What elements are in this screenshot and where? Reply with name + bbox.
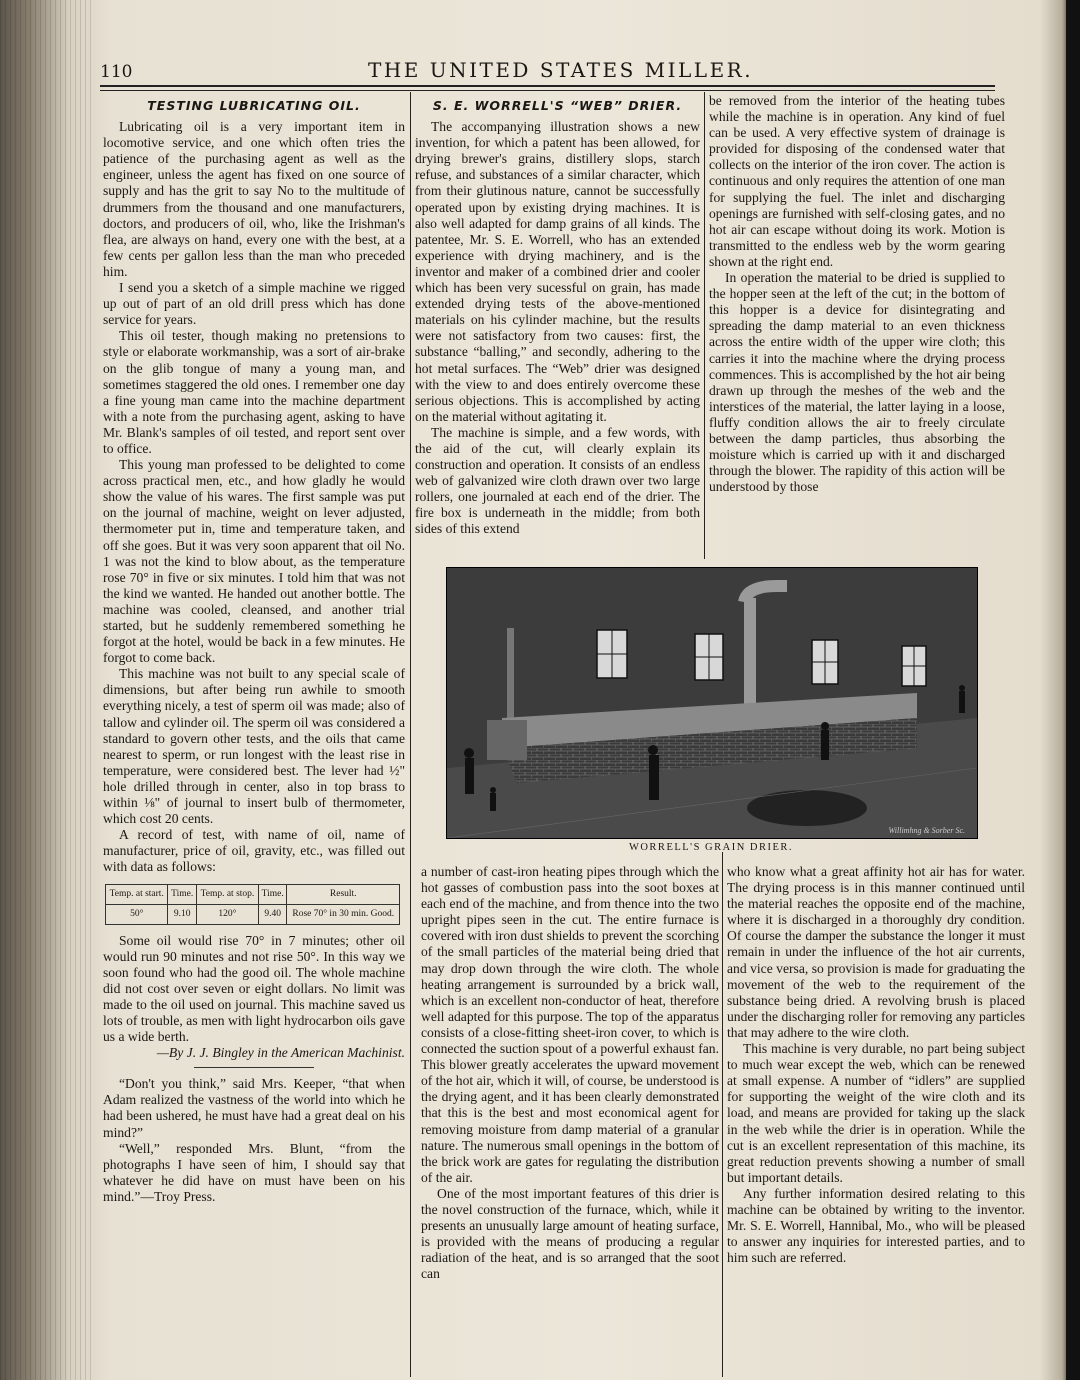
paragraph: who know what a great affinity hot air has for water. The drying process is in this manner continued until the material reaches the opposite end of the machine, where it is discharged in a thoroughly dry condition. Of course the damper the substance the longer it must remain in under the influence of the hot air currents, and vice versa, so provision is made for graduating the movement of the web to the requirement of the substance being dried. A revolving brush is placed under the discharging roller for removing any particles that may adhere to the wire cloth.: [727, 864, 1025, 1040]
engraver-signature: Willimhng & Sorber Sc.: [888, 826, 965, 835]
table-row: [106, 904, 400, 924]
page-header: [100, 58, 1000, 84]
article-drier-part1: [415, 96, 700, 538]
paragraph: This young man professed to be delighted to come across practical men, etc., and how gladly he would show the value of his wares. The first sample was put on the journal of machine, weight on lever adjusted, thermometer put in, time and temperature taken, and off she goes. But it was very soon apparent that oil No. 1 was not the kind to blow about, as the temperature rose 70° in five or six minutes. I told him that was not the kind we wanted. He handed out another bottle. The machine was cooled, cleansed, and another trial started, but he suddenly remembered something he forgot at the hotel, would be back in a few minutes. He forgot to come back.: [103, 457, 405, 666]
figure-caption: WORRELL'S GRAIN DRIER.: [628, 842, 794, 853]
paragraph: “Don't you think,” said Mrs. Keeper, “that when Adam realized the vastness of the world into which he had been ushered, he must have had a great deal on his mind?”: [103, 1076, 405, 1140]
table-header-cell: Temp. at start.: [106, 884, 168, 904]
paragraph: I send you a sketch of a simple machine we rigged up out of part of an old drill press which has done service for years.: [103, 280, 405, 328]
oil-test-table: [105, 884, 400, 925]
paragraph: Some oil would rise 70° in 7 minutes; other oil would run 90 minutes and not rise 50°. In this way we soon found who had the good oil. The whole machine did not cost over seven or eight dollars. No limit was made to the oil used on journal. This machine saved us lots of trouble, as men with light hydrocarbon oils gave us a wide berth.: [103, 932, 405, 1045]
article-heading: S. E. WORRELL'S “WEB” DRIER.: [432, 98, 683, 113]
paragraph: a number of cast-iron heating pipes through which the hot gasses of combustion pass into the soot boxes at each end of the machine, and from thence into the two upright pipes seen in the cut. The entire furnace is covered with iron dust shields to prevent the scorching of the small particles of the material being dried that may drop down through the wire cloth. The whole heating arrangement is surrounded by a brick wall, which is an excellent non-conductor of heat, therefore well adapted for this purpose. The top of the apparatus consists of a close-fitting sheet-iron cover, to which is connected the suction spout of a powerful exhaust fan. This blower greatly accelerates the upward movement of the hot air, which it will, of course, be understood is the drying agent, and it has been clearly demonstrated that this is the best and most economical agent for removing moisture from damp material of a granular nature. The numerous small openings in the bottom of the brick work are gates for regulating the distribution of the air.: [421, 864, 719, 1185]
page-number: 110: [100, 62, 133, 82]
table-cell: Rose 70° in 30 min. Good.: [287, 904, 400, 924]
paragraph: This machine is very durable, no part being subject to much wear except the web, which can be renewed at small expense. A number of “idlers” are supplied for supporting the weight of the wire cloth and its load, and means are provided for taking up the slack in the web while the drier is in operation. While the cut is an excellent representation of this machine, its great reduction prevents showing a number of small but important details.: [727, 1041, 1025, 1185]
right-edge: [1066, 0, 1080, 1380]
column-divider-3: [722, 852, 723, 1377]
paragraph: Lubricating oil is a very important item in locomotive service, and one which often tries the patience of the purchasing agent as well as the engineer, unless the agent has fixed on one source of supply and has the grit to say No to the multitude of drummers from the thousand and one manufacturers, doctors, and producers of oil, who, like the Irishman's flea, are always on hand, every one with the best, at a few cents per gallon less than the man who preceded him.: [103, 119, 405, 279]
header-rule: [100, 85, 995, 91]
article-heading: TESTING LUBRICATING OIL.: [147, 98, 361, 113]
article-testing-oil: [103, 96, 405, 1205]
paragraph: be removed from the interior of the heating tubes while the machine is in operation. Any kind of fuel can be used. A very effective system of drainage is provided for disposing of the condensed water that collects on the interior of the iron cover. The action is continuous and only requires the attention of one man for supplying the fuel. The inlet and discharging openings are furnished with self-closing gates, and no hot air can escape without doing its work. Motion is transmitted to the endless web by the worm gearing shown at the right end.: [709, 93, 1005, 269]
engraving-illustration: [447, 568, 977, 838]
table-cell: 9.40: [258, 904, 287, 924]
table-cell: 120°: [197, 904, 259, 924]
table-header-cell: Time.: [168, 884, 197, 904]
paragraph: The accompanying illustration shows a new invention, for which a patent has been allowed, for drying brewer's grains, distillery slops, starch refuse, and substances of a similar character, which from their glutinous nature, cannot be successfully operated upon by existing drying machines. It is also well adapted for damp grains of all kinds. The patentee, Mr. S. E. Worrell, who has an extended experience with drying machinery, and is the inventor and maker of a combined drier and cooler which has been very sucessful on grain, has made extended drying tests of the above-mentioned materials on his cylinder machine, but the results were not satisfactory from two causes: first, the substance “balling,” and secondly, adhering to the hot metal surfaces. The “Web” drier was designed with the view to and does entirely overcome these serious objections. This is accomplished by acting on the material without agitating it.: [415, 119, 700, 424]
article-drier-part2: [709, 93, 1005, 495]
table-header-cell: Temp. at stop.: [197, 884, 259, 904]
column-divider-2: [704, 92, 705, 559]
paragraph: One of the most important features of this drier is the novel construction of the furnace, which, while it presents an unusually large amount of heating surface, is provided with the means of producing a regular radiation of the heat, and is so arranged that the soot can: [421, 1185, 719, 1282]
article-drier-part4: [727, 864, 1025, 1266]
table-header-cell: Result.: [287, 884, 400, 904]
table-header-cell: Time.: [258, 884, 287, 904]
grain-drier-engraving: [446, 567, 978, 839]
paragraph: This machine was not built to any special scale of dimensions, but after being run awhile to smooth everything nicely, a test of sperm oil was made; also of tallow and cylinder oil. The sperm oil was considered a standard to govern other tests, and the oils that came nearest to sperm, or run longest with the least rise in temperature, were considered best. The lever had ½" hole drilled through in center, also in top brass to within ⅛" of journal to insert bulb of thermometer, which cost 20 cents.: [103, 666, 405, 827]
table-cell: 9.10: [168, 904, 197, 924]
paragraph: This oil tester, though making no pretensions to style or elaborate workmanship, was a sort of air-brake on the glib tongue of many a young man, and sometimes staggered the old ones. I remember one day a fine young man came into the machine department with a note from the purchasing agent, asking to have Mr. Blank's samples of oil tested, and report sent over to office.: [103, 328, 405, 456]
column-divider-1: [410, 92, 411, 1377]
separator: [194, 1067, 314, 1068]
table-header-row: [106, 884, 400, 904]
table-cell: 50°: [106, 904, 168, 924]
paragraph: In operation the material to be dried is supplied to the hopper seen at the left of the cut; in the bottom of this hopper is a device for disintegrating and spreading the damp material to an even thickness across the entire width of the upper wire cloth; this carries it into the machine where the drying process commences. This is accomplished by the hot air being drawn up through the meshes of the web and the interstices of the material, the latter laying in a loose, fluffy condition allows the air to freely circulate between the damp particles, thus absorbing the moisture which is carried up with it and discharged through the blower. The rapidity of this action will be understood by those: [709, 270, 1005, 495]
binding-edge: [0, 0, 95, 1380]
publication-title: THE UNITED STATES MILLER.: [368, 58, 754, 82]
paragraph: Any further information desired relating to this machine can be obtained by writing to the inventor. Mr. S. E. Worrell, Hannibal, Mo., who will be pleased to answer any inquiries for interested parties, and to him such are referred.: [727, 1185, 1025, 1266]
paragraph: A record of test, with name of oil, name of manufacturer, price of oil, gravity, etc., was filled out with data as follows:: [103, 827, 405, 875]
paragraph: “Well,” responded Mrs. Blunt, “from the photographs I have seen of him, I should say that whatever he did have on must have been on his mind.”—Troy Press.: [103, 1140, 405, 1204]
paragraph: The machine is simple, and a few words, with the aid of the cut, will clearly explain its construction and operation. It consists of an endless web of galvanized wire cloth drawn over two large rollers, one journaled at each end of the drier. The fire box is underneath in the middle; from both sides of this extend: [415, 424, 700, 537]
byline: —By J. J. Bingley in the American Machinist.: [156, 1045, 405, 1061]
article-drier-part3: [421, 864, 719, 1282]
